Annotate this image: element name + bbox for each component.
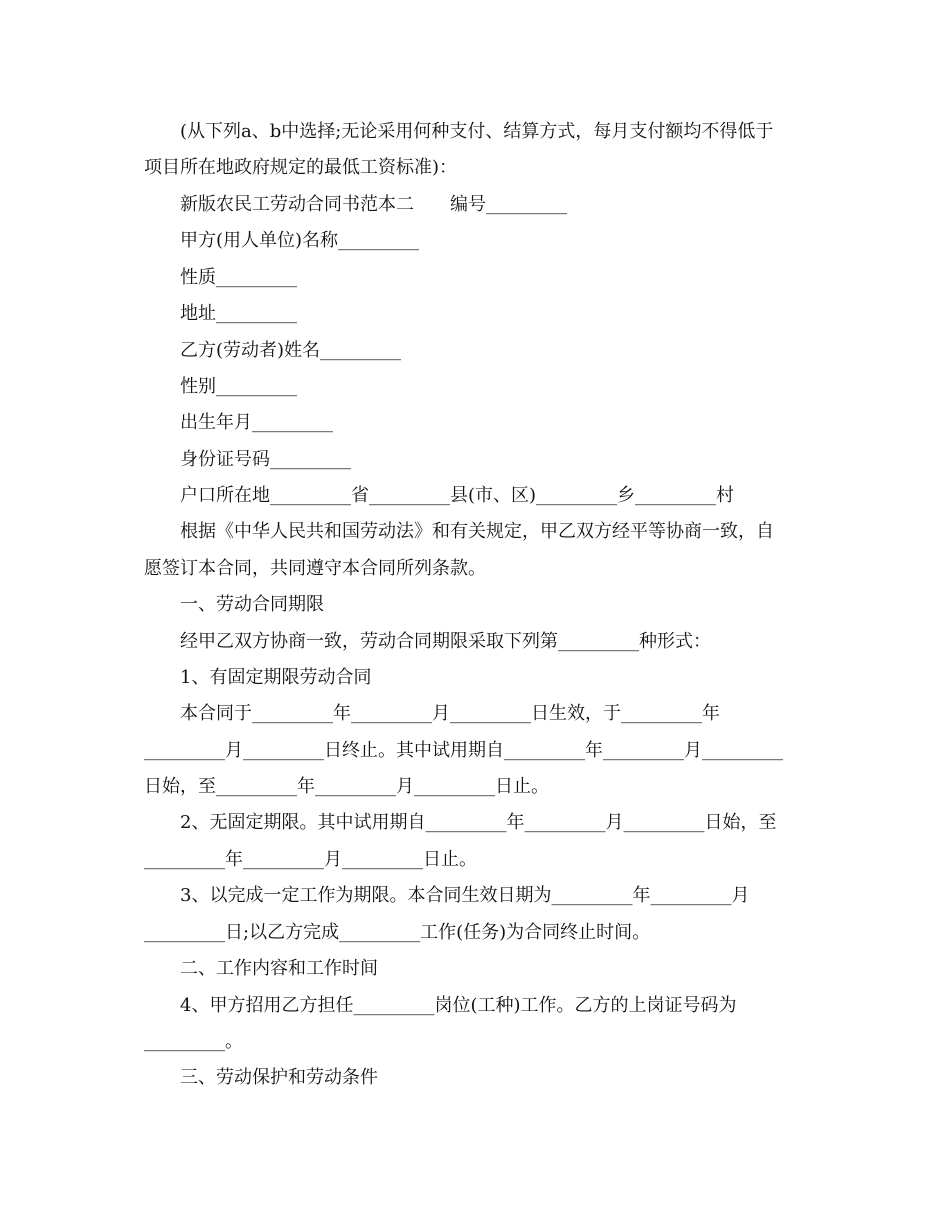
- section-heading: 一、劳动合同期限: [180, 594, 324, 615]
- text-line: 根据《中华人民共和国劳动法》和有关规定，甲乙双方经平等协商一致，自: [180, 521, 774, 542]
- section-heading: 二、工作内容和工作时间: [180, 958, 378, 979]
- text-line: 性别_________: [180, 376, 297, 397]
- text-line: _________。: [144, 1031, 243, 1052]
- text-line: _________年_________月_________日止。: [144, 849, 477, 870]
- section-heading: 三、劳动保护和劳动条件: [180, 1067, 378, 1088]
- text-line: 出生年月_________: [180, 412, 333, 433]
- text-line: 新版农民工劳动合同书范本二 编号_________: [180, 194, 567, 215]
- text-line: (从下列a、b中选择;无论采用何种支付、结算方式，每月支付额均不得低于: [180, 121, 774, 142]
- text-line: 性质_________: [180, 267, 297, 288]
- text-line: 项目所在地政府规定的最低工资标准)：: [144, 157, 458, 178]
- text-line: 经甲乙双方协商一致，劳动合同期限采取下列第_________种形式：: [180, 631, 711, 652]
- text-line: 乙方(劳动者)姓名_________: [180, 340, 402, 361]
- text-line: 2、无固定期限。其中试用期自_________年_________月_________日始，至: [180, 812, 777, 833]
- text-line: _________月_________日终止。其中试用期自_________年_________月_________: [144, 740, 783, 761]
- text-line: 1、有固定期限劳动合同: [180, 667, 372, 688]
- text-line: 日始，至_________年_________月_________日止。: [144, 776, 549, 797]
- text-line: 4、甲方招用乙方担任_________岗位(工种)工作。乙方的上岗证号码为: [180, 995, 737, 1016]
- text-line: _________日;以乙方完成_________工作(任务)为合同终止时间。: [144, 922, 651, 943]
- text-line: 地址_________: [180, 303, 297, 324]
- text-line: 身份证号码_________: [180, 449, 351, 470]
- text-line: 3、以完成一定工作为期限。本合同生效日期为_________年_________月: [180, 885, 750, 906]
- text-line: 户口所在地_________省_________县(市、区)_________乡_________村: [180, 485, 735, 506]
- text-line: 本合同于_________年_________月_________日生效，于_________年: [180, 703, 720, 724]
- text-line: 愿签订本合同，共同遵守本合同所列条款。: [144, 558, 486, 579]
- text-line: 甲方(用人单位)名称_________: [180, 230, 420, 251]
